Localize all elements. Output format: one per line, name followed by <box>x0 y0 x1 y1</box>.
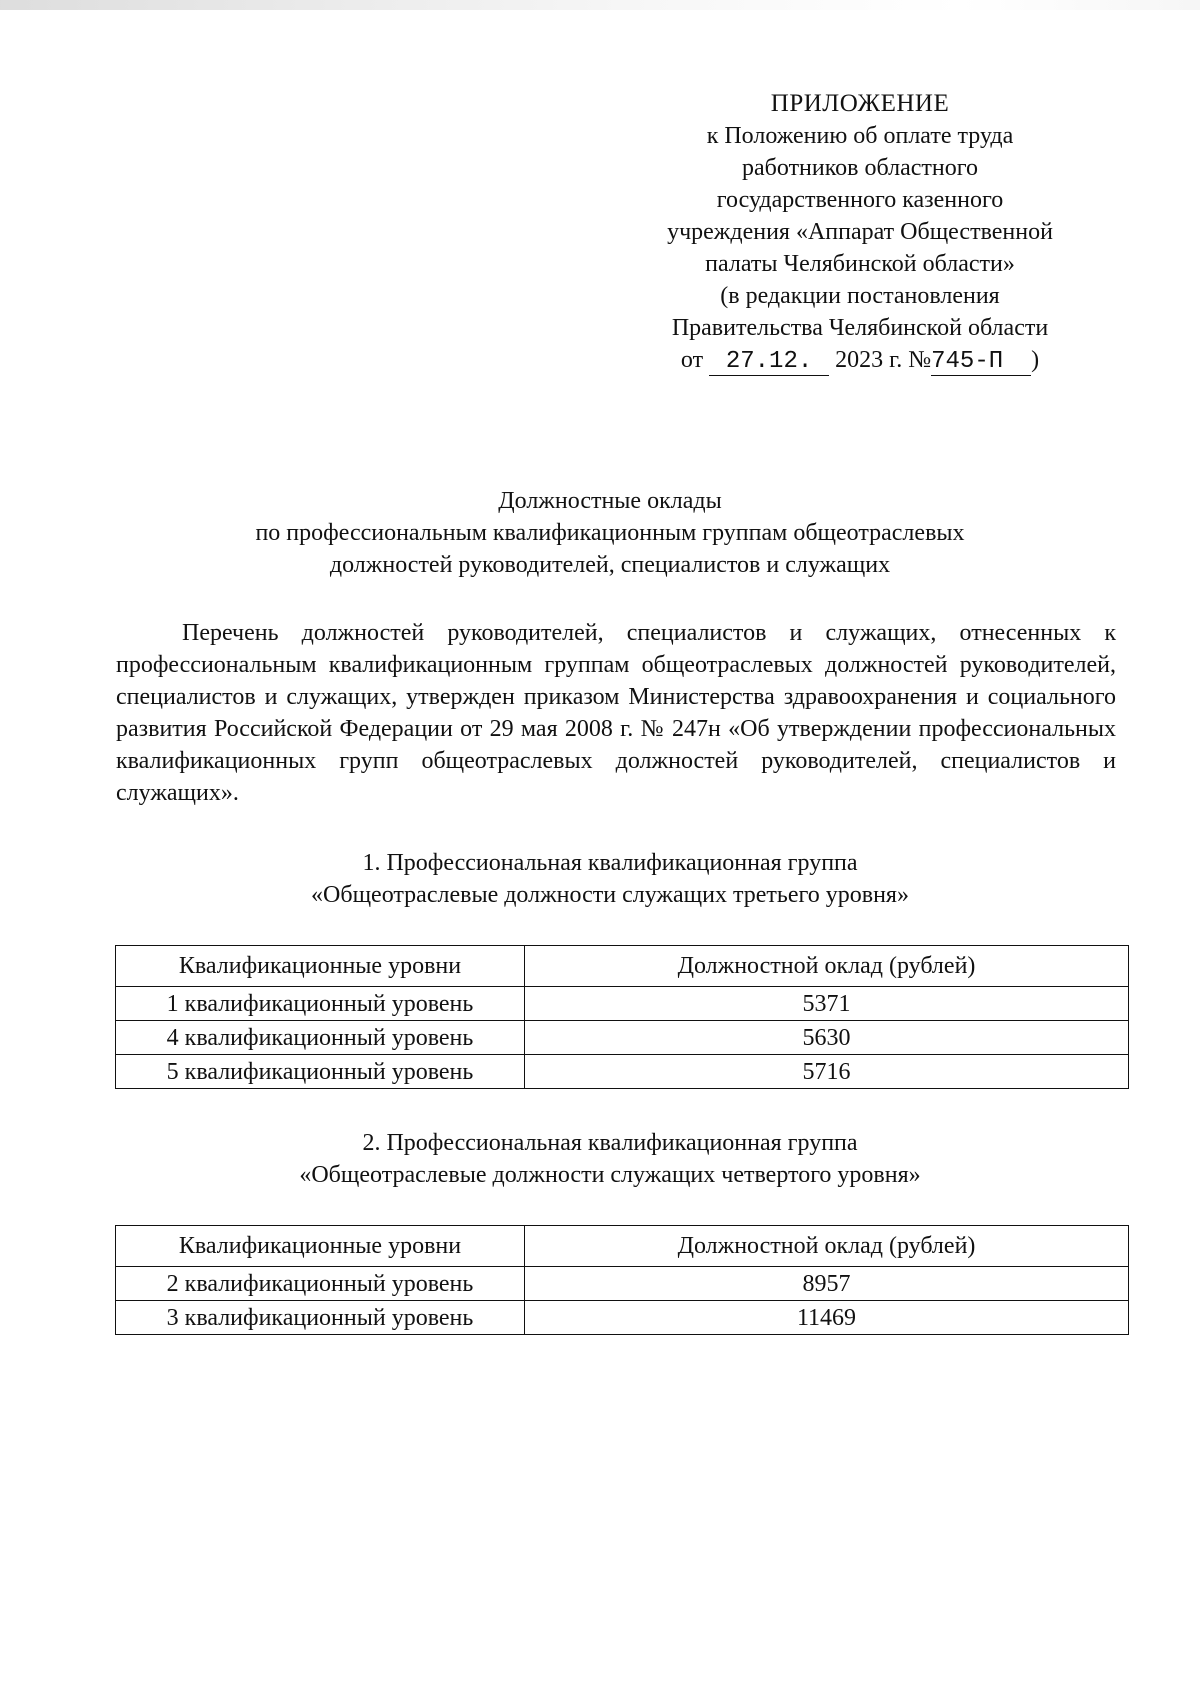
header-cell-salary: Должностной оклад (рублей) <box>525 946 1129 987</box>
header-cell-salary: Должностной оклад (рублей) <box>525 1226 1129 1267</box>
table-header-row <box>116 946 1129 987</box>
header-cell-levels: Квалификационные уровни <box>116 946 525 987</box>
title-line: по профессиональным квалификационным группам общеотраслевых <box>255 520 965 546</box>
title-line: должностей руководителей, специалистов и служащих <box>329 552 891 578</box>
intro-paragraph: Перечень должностей руководителей, специалистов и служащих, отнесенных к профессиональным квалификационным группам общеотраслевых должностей руководителей, специалистов и служащих, утвержден приказом Министерства здравоохранения и социального развития Российской Федерации от 29 мая 2008 г. № 247н «Об утверждении профессиональных квалификационных групп общеотраслевых должностей руководителей, специалистов и служащих». <box>116 620 1116 806</box>
group-2-title <box>110 1127 1110 1191</box>
level-cell: 5 квалификационный уровень <box>116 1055 525 1089</box>
group-title-line: «Общеотраслевые должности служащих третьего уровня» <box>311 882 909 908</box>
table-row <box>116 1267 1129 1301</box>
level-cell: 4 квалификационный уровень <box>116 1021 525 1055</box>
level-cell: 2 квалификационный уровень <box>116 1267 525 1301</box>
group-title-line: «Общеотраслевые должности служащих четвертого уровня» <box>299 1162 921 1188</box>
salary-table-group-1 <box>115 945 1129 1089</box>
group-1-title <box>110 847 1110 911</box>
group-title-line: 2. Профессиональная квалификационная группа <box>362 1130 858 1156</box>
level-cell: 3 квалификационный уровень <box>116 1301 525 1335</box>
closing-paren: ) <box>1031 347 1040 373</box>
appendix-line: работников областного <box>742 155 978 181</box>
table-header-row <box>116 1226 1129 1267</box>
salary-cell: 5630 <box>525 1021 1129 1055</box>
appendix-heading: ПРИЛОЖЕНИЕ <box>770 90 950 117</box>
table-row <box>116 1301 1129 1335</box>
salary-table-group-2 <box>115 1225 1129 1335</box>
resolution-date: 27.12. <box>709 349 829 376</box>
salary-cell: 5716 <box>525 1055 1129 1089</box>
group-title-line: 1. Профессиональная квалификационная группа <box>362 850 858 876</box>
table-row <box>116 987 1129 1021</box>
salary-cell: 5371 <box>525 987 1129 1021</box>
resolution-date-line <box>600 344 1120 376</box>
title-line: Должностные оклады <box>498 488 722 514</box>
salary-cell: 8957 <box>525 1267 1129 1301</box>
appendix-line: Правительства Челябинской области <box>671 315 1049 341</box>
level-cell: 1 квалификационный уровень <box>116 987 525 1021</box>
appendix-line: (в редакции постановления <box>720 283 1000 309</box>
appendix-line: палаты Челябинской области» <box>705 251 1015 277</box>
date-prefix: от <box>680 347 704 373</box>
header-cell-levels: Квалификационные уровни <box>116 1226 525 1267</box>
appendix-block <box>600 88 1120 376</box>
scan-edge <box>0 0 1200 10</box>
resolution-year: 2023 г. № <box>835 347 932 373</box>
document-title <box>110 485 1110 581</box>
appendix-line: учреждения «Аппарат Общественной <box>667 219 1053 245</box>
appendix-line: государственного казенного <box>716 187 1004 213</box>
table-row <box>116 1021 1129 1055</box>
appendix-line: к Положению об оплате труда <box>706 123 1014 149</box>
resolution-number: 745-П <box>931 349 1031 376</box>
salary-cell: 11469 <box>525 1301 1129 1335</box>
table-row <box>116 1055 1129 1089</box>
